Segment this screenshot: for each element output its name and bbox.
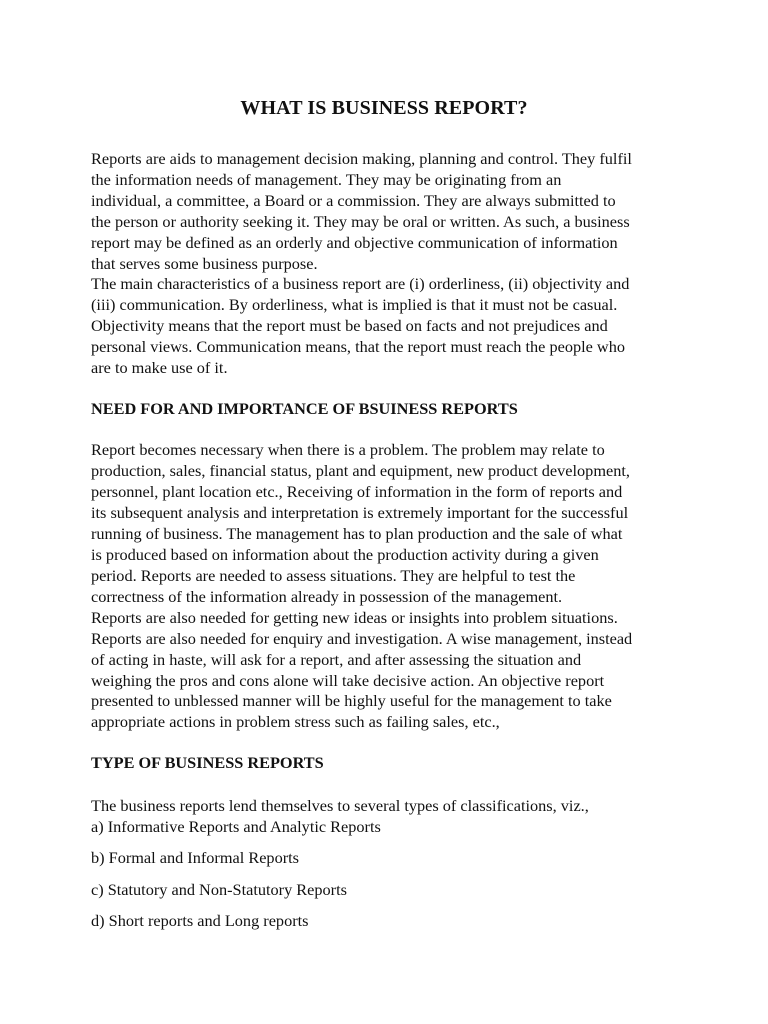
paragraph-line: individual, a committee, a Board or a commission. They are always submitted to bbox=[91, 191, 616, 210]
paragraph-line: is produced based on information about the production activity during a given bbox=[91, 545, 599, 564]
paragraph-line: that serves some business purpose. bbox=[91, 254, 318, 273]
list-item: a) Informative Reports and Analytic Reports bbox=[91, 817, 381, 836]
section-heading-need: NEED FOR AND IMPORTANCE OF BSUINESS REPORTS bbox=[91, 399, 518, 418]
paragraph-line: the person or authority seeking it. They may be oral or written. As such, a business bbox=[91, 212, 630, 231]
paragraph-line: personnel, plant location etc., Receiving of information in the form of reports and bbox=[91, 482, 623, 501]
section-heading-types: TYPE OF BUSINESS REPORTS bbox=[91, 753, 324, 772]
document-title: WHAT IS BUSINESS REPORT? bbox=[240, 97, 528, 119]
paragraph-line: Reports are aids to management decision making, planning and control. They fulfil bbox=[91, 149, 632, 168]
list-item: d) Short reports and Long reports bbox=[91, 911, 309, 930]
paragraph-line: personal views. Communication means, that the report must reach the people who bbox=[91, 337, 625, 356]
list-item: b) Formal and Informal Reports bbox=[91, 848, 299, 867]
paragraph-line: running of business. The management has to plan production and the sale of what bbox=[91, 524, 623, 543]
paragraph-line: report may be defined as an orderly and objective communication of information bbox=[91, 233, 618, 252]
paragraph-line: Report becomes necessary when there is a problem. The problem may relate to bbox=[91, 440, 605, 459]
paragraph-line: are to make use of it. bbox=[91, 358, 228, 377]
paragraph-line: the information needs of management. They may be originating from an bbox=[91, 170, 562, 189]
paragraph-line: production, sales, financial status, plant and equipment, new product development, bbox=[91, 461, 630, 480]
paragraph-line: correctness of the information already in possession of the management. bbox=[91, 587, 563, 606]
paragraph-line: (iii) communication. By orderliness, what is implied is that it must not be casual. bbox=[91, 295, 618, 314]
paragraph-line: Reports are also needed for enquiry and investigation. A wise management, instead bbox=[91, 629, 633, 648]
paragraph-line: its subsequent analysis and interpretation is extremely important for the successful bbox=[91, 503, 629, 522]
paragraph-line: weighing the pros and cons alone will take decisive action. An objective report bbox=[91, 671, 605, 690]
list-item: c) Statutory and Non-Statutory Reports bbox=[91, 880, 347, 899]
paragraph-line: of acting in haste, will ask for a report, and after assessing the situation and bbox=[91, 650, 582, 669]
paragraph-line: Objectivity means that the report must be based on facts and not prejudices and bbox=[91, 316, 608, 335]
paragraph-line: The business reports lend themselves to several types of classifications, viz., bbox=[91, 796, 589, 815]
paragraph-line: The main characteristics of a business report are (i) orderliness, (ii) objectivity and bbox=[91, 274, 630, 293]
paragraph-line: presented to unblessed manner will be highly useful for the management to take bbox=[91, 691, 612, 710]
paragraph-line: Reports are also needed for getting new ideas or insights into problem situations. bbox=[91, 608, 618, 627]
paragraph-line: appropriate actions in problem stress such as failing sales, etc., bbox=[91, 712, 500, 731]
paragraph-line: period. Reports are needed to assess situations. They are helpful to test the bbox=[91, 566, 576, 585]
